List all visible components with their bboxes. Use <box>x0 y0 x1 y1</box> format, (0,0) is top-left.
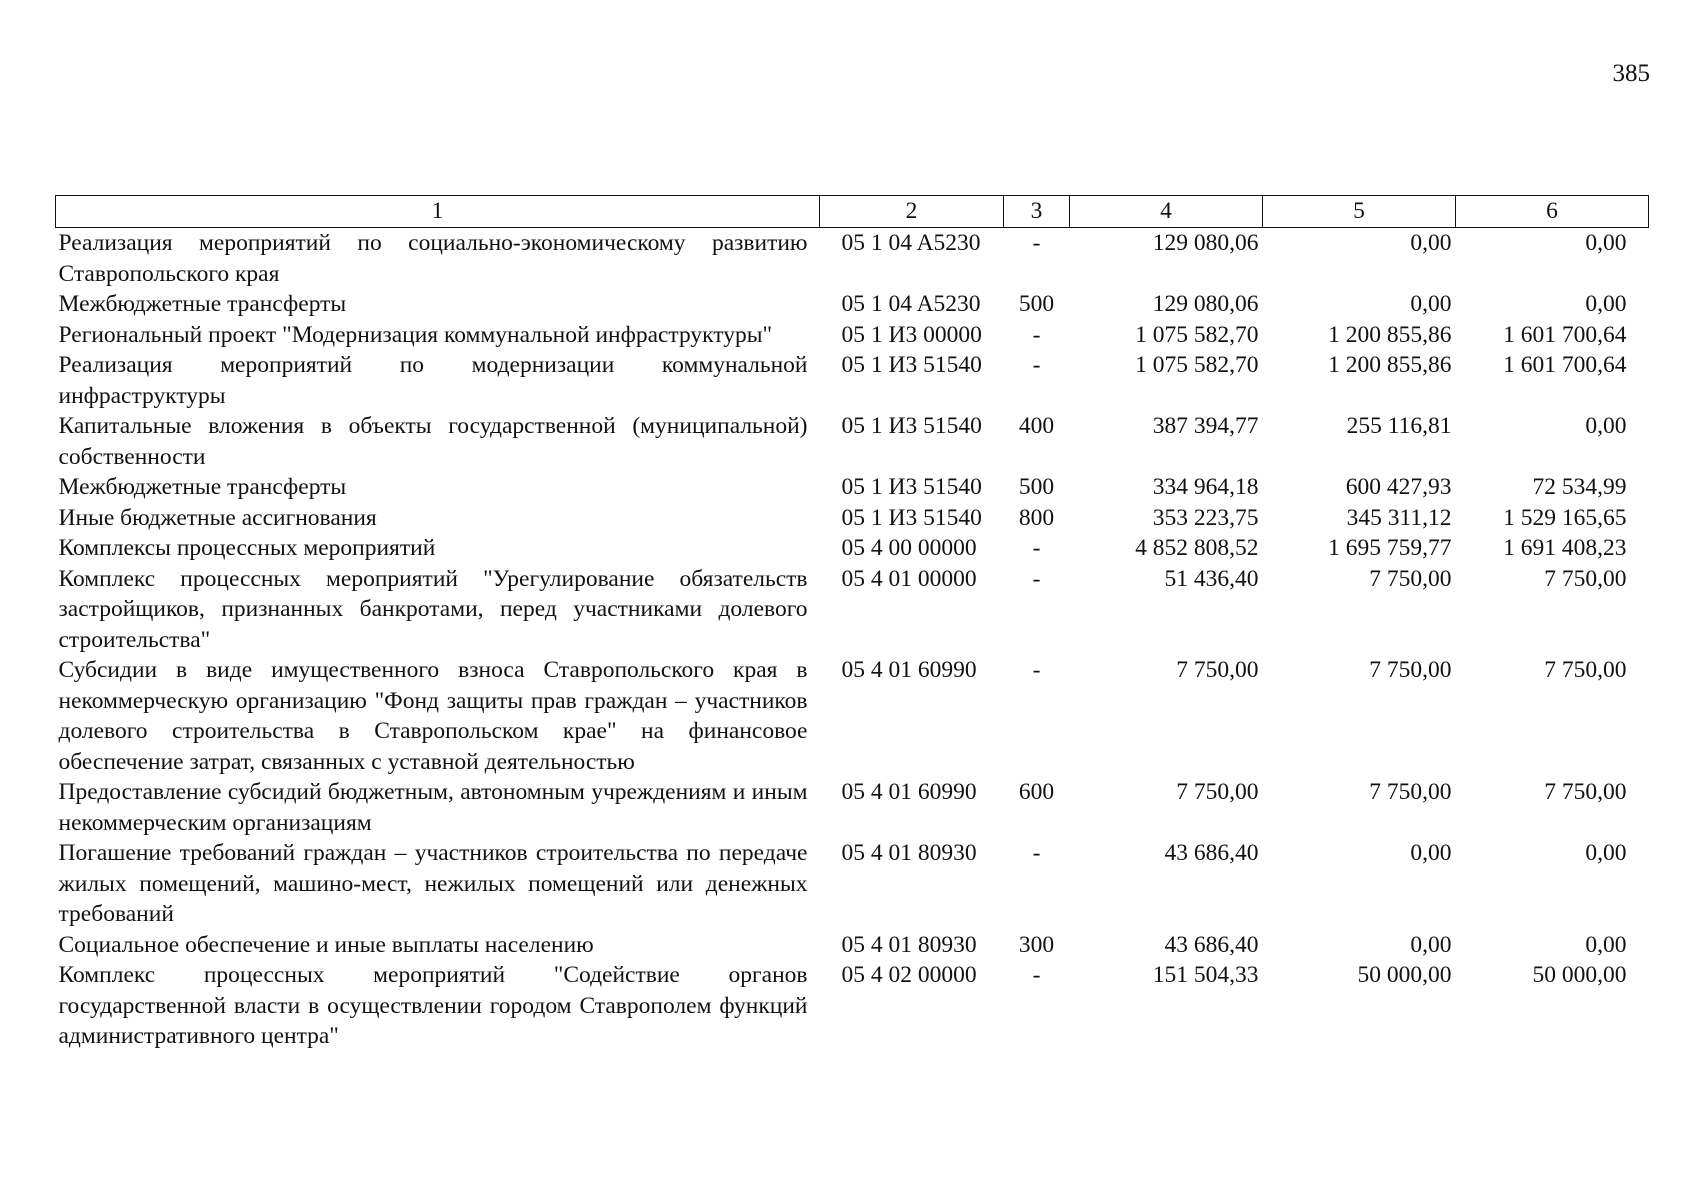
row-code: 05 1 И3 51540 <box>841 474 982 500</box>
table-row <box>56 472 1649 503</box>
header-col-6: 6 <box>1456 196 1649 228</box>
row-name: Социальное обеспечение и иные выплаты населению <box>58 931 594 958</box>
table-row <box>56 350 1649 411</box>
row-name: Реализация мероприятий по социально-экономическому развитию Ставропольского края <box>58 230 808 287</box>
row-code: 05 1 И3 51540 <box>841 504 982 531</box>
header-col-1: 1 <box>56 196 820 228</box>
row-value-1: 7 750,00 <box>1176 779 1259 805</box>
row-value-1: 51 436,40 <box>1164 565 1259 592</box>
row-value-2: 0,00 <box>1410 931 1452 958</box>
row-value-1: 1 075 582,70 <box>1135 352 1259 378</box>
row-value-2: 1 200 855,86 <box>1328 321 1452 348</box>
row-code: 05 1 И3 00000 <box>841 321 982 348</box>
row-value-3: 1 529 165,65 <box>1503 504 1627 531</box>
row-value-3: 7 750,00 <box>1544 657 1627 683</box>
row-value-1: 387 394,77 <box>1152 413 1259 439</box>
row-name: Межбюджетные трансферты <box>58 474 347 500</box>
row-value-2: 1 200 855,86 <box>1328 352 1452 378</box>
row-type: 600 <box>1018 779 1055 805</box>
table-row <box>56 655 1649 777</box>
row-value-1: 1 075 582,70 <box>1135 321 1259 348</box>
row-value-2: 345 311,12 <box>1346 504 1452 531</box>
row-value-3: 0,00 <box>1585 931 1627 958</box>
row-value-2: 1 695 759,77 <box>1328 535 1452 561</box>
table-row <box>56 838 1649 930</box>
header-col-4: 4 <box>1070 196 1263 228</box>
header-col-2: 2 <box>820 196 1004 228</box>
row-code: 05 1 И3 51540 <box>841 352 982 378</box>
row-code: 05 4 00 00000 <box>841 535 977 561</box>
row-value-2: 7 750,00 <box>1369 779 1452 805</box>
row-value-1: 334 964,18 <box>1152 474 1259 500</box>
row-value-1: 43 686,40 <box>1164 931 1259 958</box>
row-value-1: 4 852 808,52 <box>1135 535 1259 561</box>
row-type: 800 <box>1018 504 1055 531</box>
row-value-2: 0,00 <box>1410 291 1452 317</box>
row-type: - <box>1032 352 1041 378</box>
row-value-2: 0,00 <box>1410 230 1452 256</box>
row-name: Комплексы процессных мероприятий <box>58 535 436 561</box>
row-value-1: 151 504,33 <box>1152 962 1259 988</box>
row-value-2: 7 750,00 <box>1369 565 1452 592</box>
row-value-2: 0,00 <box>1410 840 1452 866</box>
row-type: - <box>1032 840 1041 866</box>
row-name: Погашение требований граждан – участников строительства по передаче жилых помещений, машино-мест, нежилых помещений или денежных требований <box>58 840 808 927</box>
table-body <box>56 228 1649 1052</box>
row-name: Иные бюджетные ассигнования <box>58 504 377 531</box>
table-row <box>56 411 1649 472</box>
row-value-3: 1 691 408,23 <box>1503 535 1627 561</box>
row-value-2: 600 427,93 <box>1345 474 1452 500</box>
row-type: - <box>1032 657 1041 683</box>
row-value-3: 7 750,00 <box>1544 779 1627 805</box>
row-name: Субсидии в виде имущественного взноса Ставропольского края в некоммерческую организацию "Фонд защиты прав граждан – участников долевого строительства в Ставропольском крае" на финансовое обеспечение затрат, связанных с уставной деятельностью <box>58 657 808 775</box>
row-value-1: 129 080,06 <box>1152 291 1259 317</box>
row-value-3: 0,00 <box>1585 291 1627 317</box>
row-code: 05 1 04 A5230 <box>841 230 981 256</box>
row-type: - <box>1032 962 1041 988</box>
row-value-3: 7 750,00 <box>1544 565 1627 592</box>
row-value-2: 50 000,00 <box>1357 962 1452 988</box>
row-code: 05 4 02 00000 <box>841 962 977 988</box>
table-row <box>56 777 1649 838</box>
row-value-2: 7 750,00 <box>1369 657 1452 683</box>
row-code: 05 4 01 60990 <box>841 779 977 805</box>
header-col-5: 5 <box>1263 196 1456 228</box>
row-code: 05 4 01 60990 <box>841 657 977 683</box>
row-value-3: 0,00 <box>1585 413 1627 439</box>
row-type: - <box>1032 565 1041 592</box>
row-name: Межбюджетные трансферты <box>58 291 347 317</box>
row-name: Реализация мероприятий по модернизации коммунальной инфраструктуры <box>58 352 808 409</box>
row-value-2: 255 116,81 <box>1346 413 1452 439</box>
row-name: Региональный проект "Модернизация коммунальной инфраструктуры" <box>58 321 773 348</box>
row-value-1: 43 686,40 <box>1164 840 1259 866</box>
row-value-3: 1 601 700,64 <box>1503 321 1627 348</box>
table-header-row <box>56 196 1649 228</box>
table-row <box>56 564 1649 656</box>
row-value-1: 129 080,06 <box>1152 230 1259 256</box>
row-name: Предоставление субсидий бюджетным, автономным учреждениям и иным некоммерческим организациям <box>58 779 808 836</box>
table-row <box>56 533 1649 564</box>
row-value-3: 1 601 700,64 <box>1503 352 1627 378</box>
row-type: - <box>1032 535 1041 561</box>
row-value-1: 7 750,00 <box>1176 657 1259 683</box>
row-name: Комплекс процессных мероприятий "Содействие органов государственной власти в осуществлении городом Ставрополем функций административного центра" <box>58 962 808 1049</box>
table-row <box>56 289 1649 320</box>
row-type: 500 <box>1018 291 1055 317</box>
row-code: 05 4 01 80930 <box>841 840 977 866</box>
row-code: 05 1 04 A5230 <box>841 291 981 317</box>
row-type: 400 <box>1018 413 1055 439</box>
header-col-3: 3 <box>1004 196 1070 228</box>
page-number: 385 <box>1612 60 1650 87</box>
row-value-3: 0,00 <box>1585 840 1627 866</box>
row-value-3: 72 534,99 <box>1532 474 1627 500</box>
row-type: - <box>1032 321 1041 348</box>
budget-table <box>55 195 1649 1052</box>
row-name: Комплекс процессных мероприятий "Урегулирование обязательств застройщиков, признанных банкротами, перед участниками долевого строительства" <box>58 565 808 653</box>
row-value-3: 0,00 <box>1585 230 1627 256</box>
row-code: 05 1 И3 51540 <box>841 413 982 439</box>
table-row <box>56 960 1649 1052</box>
table-row <box>56 228 1649 290</box>
row-type: - <box>1032 230 1041 256</box>
table-row <box>56 503 1649 534</box>
row-code: 05 4 01 80930 <box>841 931 977 958</box>
row-value-1: 353 223,75 <box>1152 504 1259 531</box>
row-value-3: 50 000,00 <box>1532 962 1627 988</box>
table-row <box>56 930 1649 961</box>
row-type: 500 <box>1018 474 1055 500</box>
row-code: 05 4 01 00000 <box>841 565 977 592</box>
table-row <box>56 320 1649 351</box>
row-type: 300 <box>1018 931 1055 958</box>
row-name: Капитальные вложения в объекты государственной (муниципальной) собственности <box>58 413 808 470</box>
